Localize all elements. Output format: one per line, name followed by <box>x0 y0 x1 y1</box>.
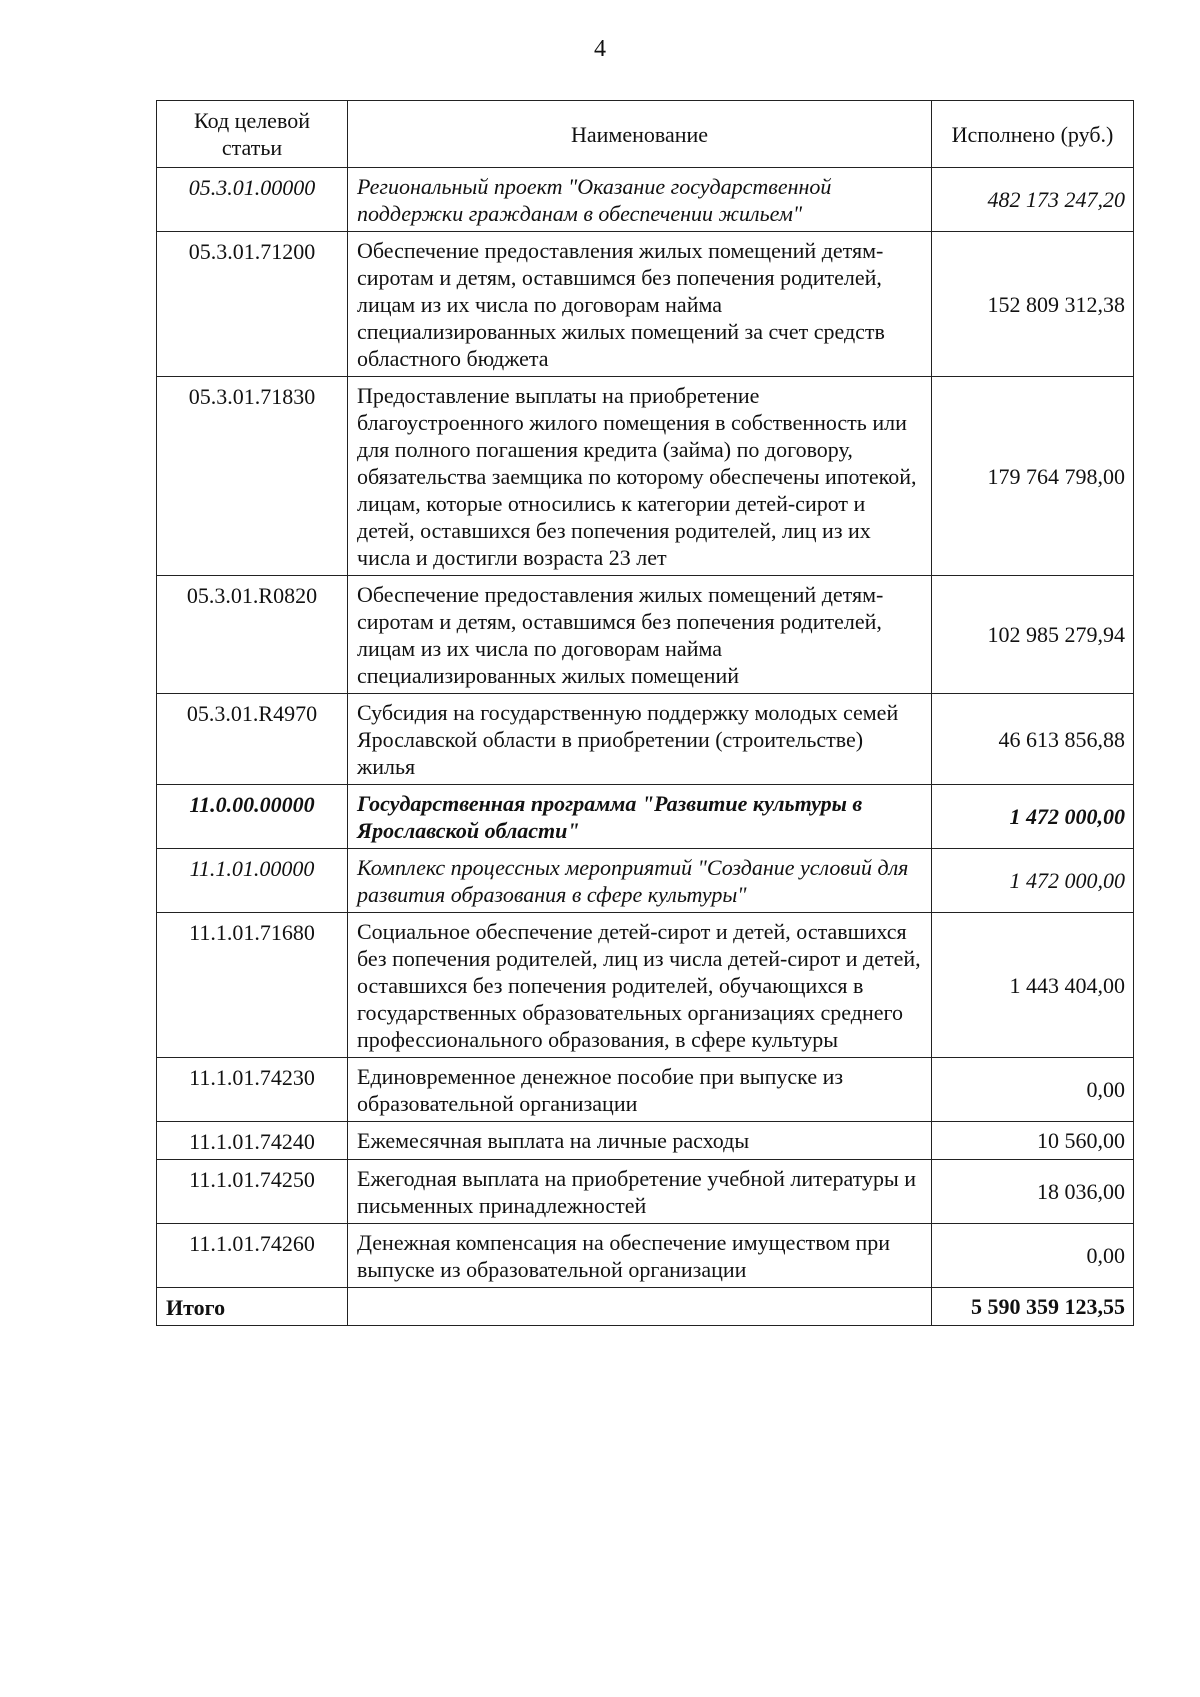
row-amount: 0,00 <box>932 1058 1134 1122</box>
row-amount: 179 764 798,00 <box>932 377 1134 576</box>
row-name: Обеспечение предоставления жилых помещений детям-сиротам и детям, оставшимся без попечения родителей, лицам из их числа по договорам найма специализированных жилых помещений <box>348 576 932 694</box>
row-code: 05.3.01.R0820 <box>157 576 348 694</box>
page-number: 4 <box>594 36 606 62</box>
table-row <box>157 168 1134 232</box>
row-code: 11.1.01.74230 <box>157 1058 348 1122</box>
row-code: 11.1.01.71680 <box>157 913 348 1058</box>
table-row <box>157 232 1134 377</box>
row-code: 05.3.01.71200 <box>157 232 348 377</box>
table-row <box>157 377 1134 576</box>
row-amount: 18 036,00 <box>932 1160 1134 1224</box>
table-body <box>157 168 1134 1288</box>
row-name: Обеспечение предоставления жилых помещений детям-сиротам и детям, оставшимся без попечения родителей, лицам из их числа по договорам найма специализированных жилых помещений за счет средств областного бюджета <box>348 232 932 377</box>
row-code: 05.3.01.00000 <box>157 168 348 232</box>
table-row <box>157 576 1134 694</box>
table-row <box>157 1224 1134 1288</box>
total-empty-cell <box>348 1288 932 1326</box>
total-label: Итого <box>157 1288 348 1326</box>
row-amount: 102 985 279,94 <box>932 576 1134 694</box>
row-name: Государственная программа "Развитие культуры в Ярославской области" <box>348 785 932 849</box>
table-row <box>157 913 1134 1058</box>
row-code: 11.1.01.74250 <box>157 1160 348 1224</box>
row-amount: 482 173 247,20 <box>932 168 1134 232</box>
total-row <box>157 1288 1134 1326</box>
row-amount: 46 613 856,88 <box>932 694 1134 785</box>
table-header-row <box>157 101 1134 168</box>
table-row <box>157 1058 1134 1122</box>
table-row <box>157 1160 1134 1224</box>
row-name: Ежегодная выплата на приобретение учебной литературы и письменных принадлежностей <box>348 1160 932 1224</box>
row-name: Субсидия на государственную поддержку молодых семей Ярославской области в приобретении (строительстве) жилья <box>348 694 932 785</box>
table-row <box>157 849 1134 913</box>
row-amount: 10 560,00 <box>932 1122 1134 1160</box>
row-code: 11.0.00.00000 <box>157 785 348 849</box>
row-amount: 0,00 <box>932 1224 1134 1288</box>
total-amount: 5 590 359 123,55 <box>932 1288 1134 1326</box>
row-code: 11.1.01.74260 <box>157 1224 348 1288</box>
row-code: 05.3.01.71830 <box>157 377 348 576</box>
header-amount: Исполнено (руб.) <box>932 101 1134 168</box>
row-amount: 1 472 000,00 <box>932 785 1134 849</box>
row-code: 05.3.01.R4970 <box>157 694 348 785</box>
row-code: 11.1.01.74240 <box>157 1122 348 1160</box>
row-code: 11.1.01.00000 <box>157 849 348 913</box>
row-amount: 1 472 000,00 <box>932 849 1134 913</box>
table-row <box>157 1122 1134 1160</box>
row-amount: 152 809 312,38 <box>932 232 1134 377</box>
row-name: Единовременное денежное пособие при выпуске из образовательной организации <box>348 1058 932 1122</box>
row-name: Ежемесячная выплата на личные расходы <box>348 1122 932 1160</box>
row-name: Региональный проект "Оказание государственной поддержки гражданам в обеспечении жильем" <box>348 168 932 232</box>
header-code: Код целевой статьи <box>157 101 348 168</box>
header-name: Наименование <box>348 101 932 168</box>
table-row <box>157 785 1134 849</box>
row-name: Комплекс процессных мероприятий "Создание условий для развития образования в сфере культуры" <box>348 849 932 913</box>
row-name: Предоставление выплаты на приобретение благоустроенного жилого помещения в собственность или для полного погашения кредита (займа) по договору, обязательства заемщика по которому обеспечены ипотекой, лицам, которые относились к категории детей-сирот и детей, оставшихся без попечения родителей, лиц из их числа и достигли возраста 23 лет <box>348 377 932 576</box>
row-name: Социальное обеспечение детей-сирот и детей, оставшихся без попечения родителей, лиц из числа детей-сирот и детей, оставшихся без попечения родителей, обучающихся в государственных образовательных организациях среднего профессионального образования, в сфере культуры <box>348 913 932 1058</box>
row-amount: 1 443 404,00 <box>932 913 1134 1058</box>
budget-table <box>156 100 1134 1326</box>
row-name: Денежная компенсация на обеспечение имуществом при выпуске из образовательной организации <box>348 1224 932 1288</box>
table-row <box>157 694 1134 785</box>
